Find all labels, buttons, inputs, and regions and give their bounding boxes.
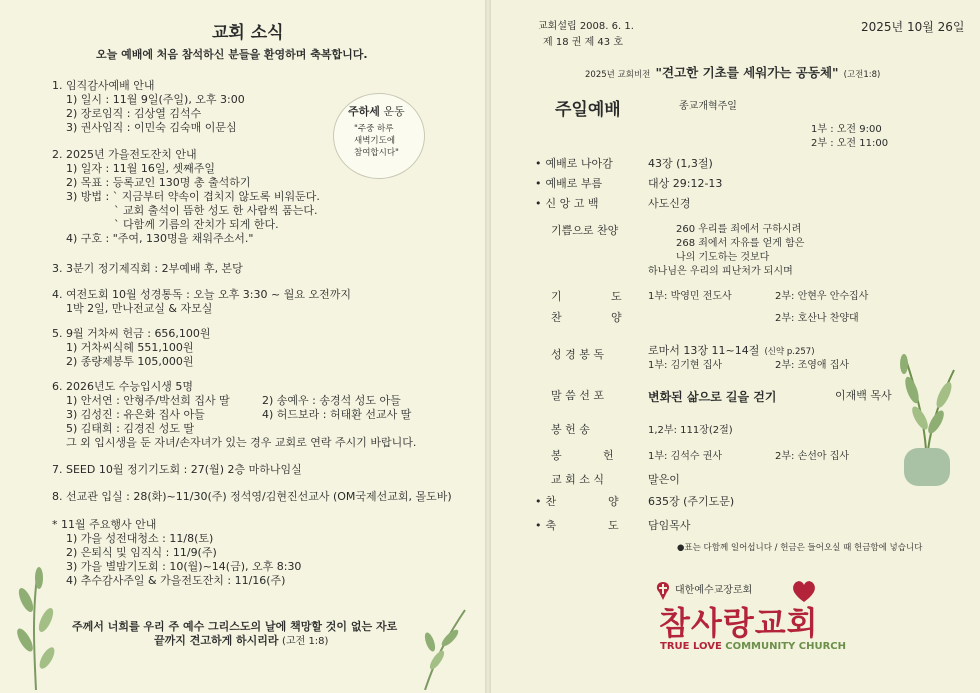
footnote: ●표는 다함께 일어섭니다 / 헌금은 들어오실 때 헌금함에 넣습니다: [677, 543, 923, 553]
praise-song: 나의 기도하는 것보다: [676, 252, 770, 263]
news-item-head: 6. 2026년도 수능입시생 5명: [52, 380, 193, 393]
news-item-head: 2. 2025년 가을전도잔치 안내: [52, 148, 197, 161]
order-label-char: • 찬: [535, 495, 556, 508]
potted-plant-icon: [886, 350, 966, 490]
order-label: 성 경 봉 독: [551, 348, 604, 361]
scripture-reference: 로마서 13장 11~14절: [648, 344, 760, 357]
church-name-en: TRUE LOVE: [660, 641, 722, 652]
church-name: 참사랑교회: [659, 604, 819, 642]
order-value: 말은이: [648, 473, 680, 486]
order-label: 말 씀 선 포: [551, 389, 604, 402]
prayer-leader: 2부: 안현우 안수집사: [775, 291, 869, 302]
order-label: • 신 앙 고 백: [535, 197, 599, 210]
verse-reference: (고전 1:8): [282, 636, 329, 647]
news-item-line: 1) 가을 성전대청소 : 11/8(토): [66, 532, 214, 545]
sermon-title: 변화된 삶으로 길을 걷기: [648, 390, 777, 404]
leaf-decoration-icon: [8, 560, 63, 690]
news-item-line: ` 다함께 기름의 잔치가 되게 한다.: [114, 218, 279, 231]
scripture-reader: 1부: 김기현 집사: [648, 360, 723, 371]
news-item-line: 2) 장로임직 : 김상열 김석수: [66, 107, 202, 120]
student-note: 그 외 입시생을 둔 자녀/손자녀가 있는 경우 교회로 연락 주시기 바랍니다.: [66, 436, 417, 449]
service-title: 주일예배: [555, 100, 621, 120]
news-item-head: 3. 3분기 정기제직회 : 2부예배 후, 본당: [52, 262, 243, 275]
leaf-decoration-icon: [415, 600, 470, 690]
news-item-line: ` 교회 출석이 뜸한 성도 한 사람씩 품는다.: [114, 204, 318, 217]
news-item-line: 1) 일시 : 11월 9일(주일), 오후 3:00: [66, 93, 245, 106]
news-item-head: 4. 여전도회 10월 성경통독 : 오늘 오후 3:30 ~ 월요 오전까지: [52, 288, 351, 301]
order-value: 담임목사: [648, 519, 691, 532]
denomination: 대한예수교장로회: [675, 585, 753, 596]
order-label-char: 헌: [603, 449, 614, 462]
news-item-head: 5. 9월 거차씨 헌금 : 656,100원: [52, 327, 211, 340]
prayer-leader: 1부: 박영민 전도사: [648, 291, 732, 302]
praise-song: 260 우리를 죄에서 구하시려: [676, 224, 802, 235]
news-item-line: 2) 은퇴식 및 임직식 : 11/9(주): [66, 546, 217, 559]
news-item-line: 4) 구호 : "주여, 130명을 채워주소서.": [66, 232, 254, 245]
order-label-char: 찬: [551, 311, 562, 324]
student-entry: 2) 송예우 : 송경석 성도 아들: [262, 394, 401, 407]
news-item-head: * 11월 주요행사 안내: [52, 518, 157, 531]
vision-slogan: "견고한 기초를 세워가는 공동체": [655, 65, 839, 80]
order-value: 1,2부: 111장(2절): [648, 425, 733, 436]
right-page: [491, 0, 980, 693]
offering-prayer: 1부: 김석수 권사: [648, 451, 723, 462]
verse-line: 주께서 너희를 우리 주 예수 그리스도의 날에 책망할 것이 없는 자로: [72, 620, 398, 633]
church-name-en-sub: COMMUNITY CHURCH: [725, 641, 846, 652]
order-label: • 예배로 부름: [535, 177, 602, 190]
welcome-message: 오늘 예배에 처음 참석하신 분들을 환영하며 축복합니다.: [96, 48, 368, 61]
order-value: 43장 (1,3절): [648, 157, 713, 170]
order-label-char: 기: [551, 290, 562, 303]
student-entry: 3) 김성진 : 유은화 집사 아들: [66, 408, 205, 421]
student-entry: 1) 안서연 : 안형주/박선희 집사 딸: [66, 394, 230, 407]
order-label-char: 양: [608, 495, 619, 508]
praise-song: 268 죄에서 자유를 얻게 함은: [676, 238, 805, 249]
vision-label: 2025년 교회비전: [585, 70, 651, 80]
bulletin-date: 2025년 10월 26일: [861, 20, 965, 34]
student-entry: 5) 김태희 : 김경진 성도 딸: [66, 422, 195, 435]
student-entry: 4) 허드보라 : 허태환 선교사 딸: [262, 408, 412, 421]
news-item-line: 3) 가을 별밤기도회 : 10(월)~14(금), 오후 8:30: [66, 560, 302, 573]
choir-name: 2부: 호산나 찬양대: [775, 313, 859, 324]
order-value: 대상 29:12-13: [648, 177, 723, 190]
service-subtitle: 종교개혁주일: [679, 101, 737, 112]
left-page: [0, 0, 485, 693]
order-value: 사도신경: [648, 197, 691, 210]
vision-reference: (고전1:8): [843, 70, 881, 80]
praise-song: 하나님은 우리의 피난처가 되시며: [648, 266, 793, 277]
news-item-head: 8. 선교관 입실 : 28(화)~11/30(주) 정석영/김현진선교사 (OM국제선교회, 몰도바): [52, 490, 452, 503]
bubble-line: 참여합시다": [354, 148, 399, 158]
news-item-line: 1) 일자 : 11월 16일, 셋째주일: [66, 162, 215, 175]
order-label-char: 양: [611, 311, 622, 324]
order-label-char: 도: [611, 290, 622, 303]
order-label-char: • 축: [535, 519, 556, 532]
founded-date: 교회설립 2008. 6. 1.: [538, 21, 634, 32]
news-item-line: 3) 방법 : ` 지금부터 약속이 겹치지 않도록 비워둔다.: [66, 190, 320, 203]
news-item-head: 1. 임직감사예배 안내: [52, 79, 155, 92]
scripture-page: (신약 p.257): [764, 347, 815, 357]
order-label: • 예배로 나아감: [535, 157, 613, 170]
order-label: 봉 헌 송: [551, 423, 590, 436]
preacher: 이재백 목사: [835, 389, 892, 402]
bubble-title-sub: 운동: [383, 105, 405, 118]
volume-number: 제 18 권 제 43 호: [543, 37, 623, 48]
order-label: 기쁨으로 찬양: [551, 224, 619, 237]
prayer-bubble: [333, 93, 425, 179]
news-item-line: 3) 권사임직 : 이민숙 김숙매 이문심: [66, 121, 237, 134]
bubble-line: "주중 하루: [354, 124, 394, 134]
service-time: 1부 : 오전 9:00: [811, 124, 882, 135]
scripture-reader: 2부: 조영애 집사: [775, 360, 850, 371]
news-item-line: 2) 목표 : 등록교인 130명 총 출석하기: [66, 176, 251, 189]
news-item-line: 2) 종량제봉투 105,000원: [66, 355, 194, 368]
news-item-line: 1박 2일, 만나전교실 & 자모실: [66, 302, 213, 315]
news-title: 교회 소식: [212, 23, 284, 43]
bubble-line: 새벽기도에: [354, 136, 396, 146]
verse-line: 끝까지 견고하게 하시리라: [154, 634, 279, 647]
news-item-line: 1) 거차씨식헤 551,100원: [66, 341, 194, 354]
service-time: 2부 : 오전 11:00: [811, 138, 889, 149]
order-label-char: 도: [608, 519, 619, 532]
offering-prayer: 2부: 손선아 집사: [775, 451, 850, 462]
bubble-title: 주하세: [348, 105, 380, 118]
news-item-line: 4) 추수감사주일 & 가을전도잔치 : 11/16(주): [66, 574, 286, 587]
order-value: 635장 (주기도문): [648, 495, 735, 508]
order-label: 교 회 소 식: [551, 473, 604, 486]
order-label-char: 봉: [551, 449, 562, 462]
news-item-head: 7. SEED 10월 정기기도회 : 27(월) 2층 마하나임실: [52, 463, 302, 476]
